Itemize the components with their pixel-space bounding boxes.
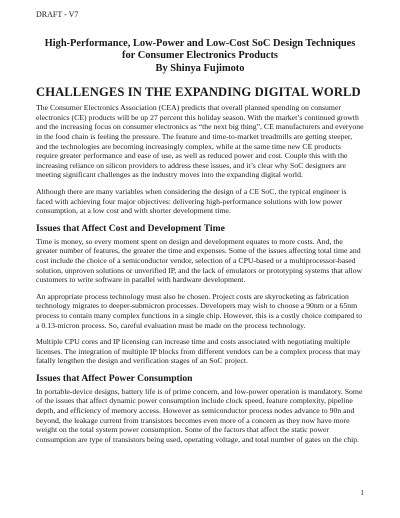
section-paragraph: The Consumer Electronics Association (CEA) predicts that overall planned spending on consumer electronics (CE) products will be up 27 percent this holiday season. With the market’s continued growth and the increasing focus on consumer electronics as “the next big thing”, CE manufacturers and everyone in the food chain is feeling the pressure. The feature and time-to-market treadmills are getting steeper, and the technologies are becoming increasingly complex, while at the same time new CE products require greater performance and ease of use, as well as reduced power and cost. Couple this with the increasing reliance on silicon providers to address these issues, and it’s clear why SoC designers are meeting significant challenges as the industry moves into the expanding digital world. — [36, 103, 364, 180]
title-line-2: for Consumer Electronics Products — [122, 50, 278, 62]
title-line-1: High-Performance, Low-Power and Low-Cost SoC Design Techniques — [44, 38, 356, 49]
page-number: 1 — [360, 488, 364, 497]
subsection-heading-cost: Issues that Affect Cost and Development Time — [36, 222, 225, 234]
section-paragraph: Although there are many variables when considering the design of a CE SoC, the typical engineer is faced with achieving four major objectives: delivering high-performance solutions with low power consumption, at a low cost and with shorter development time. — [36, 186, 347, 216]
power-paragraph: In portable-device designs, battery life is of prime concern, and low-power operation is mandatory. Some of the issues that affect dynamic power consumption include clock speed, feature complexity, pipeline depth, and efficiency of memory access. However as semiconductor process nodes advance to 90n and beyond, the leakage current from transistors becomes even more of a concern as they now have more weight on the total system power consumption. Some of the factors that affect the static power consumption are type of transistors being used, operating voltage, and total number of gates on the chip. — [36, 386, 363, 444]
section-heading: CHALLENGES IN THE EXPANDING DIGITAL WORLD — [36, 85, 361, 100]
author-line: By Shinya Fujimoto — [155, 62, 245, 74]
subsection-heading-power: Issues that Affect Power Consumption — [36, 372, 193, 384]
draft-label: DRAFT - V7 — [36, 10, 79, 19]
cost-paragraph: Multiple CPU cores and IP licensing can increase time and costs associated with negotiating multiple licenses. The integration of multiple IP blocks from different vendors can be a complex process that may fatally lengthen the design and verification stages of an SoC project. — [36, 337, 361, 366]
cost-paragraph: An appropriate process technology must also be chosen. Project costs are skyrocketing as fabrication technology migrates to deeper-submicron processes. Developers may wish to choose a 90nm or a 65nm process to contain many complex functions in a single chip. However, this is a costly choice compared to a 0.13-micron process. So, careful evaluation must be made on the process technology. — [36, 291, 363, 330]
cost-paragraph: Time is money, so every moment spent on design and development equates to more costs. And, the greater number of features, the greater the time and expenses. Some of the issues affecting total time and cost include the choice of a semiconductor vendor, selection of a CPU-based or a multiprocessor-based solution, unproven solutions or unverified IP, and the lack of emulators or prototyping systems that allow customers to write software in parallel with hardware development. — [36, 236, 363, 285]
title-block — [36, 38, 364, 75]
